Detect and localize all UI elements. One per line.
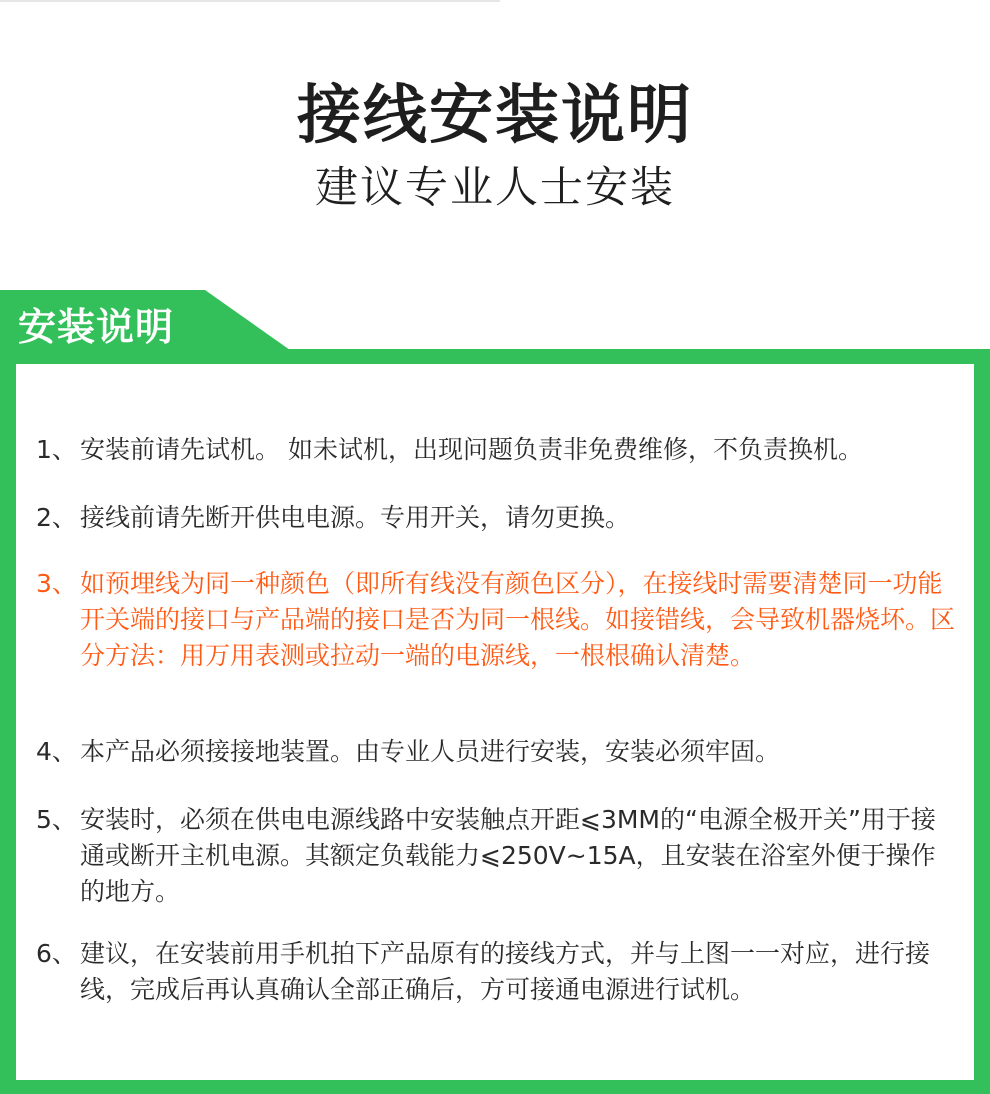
item-text: 安装时，必须在供电电源线路中安装触点开距⩽3MM的“电源全极开关”用于接通或断开主机电源。其额定负载能力⩽250V~15A，且安装在浴室外便于操作的地方。 (80, 805, 936, 906)
instruction-item-1 (36, 432, 956, 468)
item-text: 本产品必须接接地装置。由专业人员进行安装，安装必须牢固。 (80, 737, 781, 766)
item-number: 3、 (36, 569, 77, 598)
item-number: 2、 (36, 503, 77, 532)
page-subtitle: 建议专业人士安装 (315, 163, 675, 213)
item-text: 建议，在安装前用手机拍下产品原有的接线方式，并与上图一一对应，进行接线，完成后再认真确认全部正确后，方可接通电源进行试机。 (80, 939, 931, 1004)
item-number: 5、 (36, 805, 77, 834)
instruction-item-3-warning (36, 566, 956, 674)
item-text: 如预埋线为同一种颜色（即所有线没有颜色区分），在接线时需要清楚同一功能开关端的接口与产品端的接口是否为同一根线。如接错线，会导致机器烧坏。区分方法：用万用表测或拉动一端的电源线，一根根确认清楚。 (80, 569, 956, 670)
section-tab-label: 安装说明 (18, 305, 175, 349)
item-number: 6、 (36, 939, 77, 968)
instruction-item-2 (36, 500, 956, 536)
instruction-item-6 (36, 936, 956, 1008)
item-number: 1、 (36, 435, 77, 464)
item-text: 安装前请先试机。 如未试机，出现问题负责非免费维修，不负责换机。 (80, 435, 863, 464)
top-divider (0, 0, 500, 2)
item-number: 4、 (36, 737, 77, 766)
instruction-item-5 (36, 802, 956, 910)
page-title: 接线安装说明 (297, 79, 693, 153)
instruction-item-4 (36, 734, 956, 770)
item-text: 接线前请先断开供电电源。专用开关，请勿更换。 (80, 503, 631, 532)
